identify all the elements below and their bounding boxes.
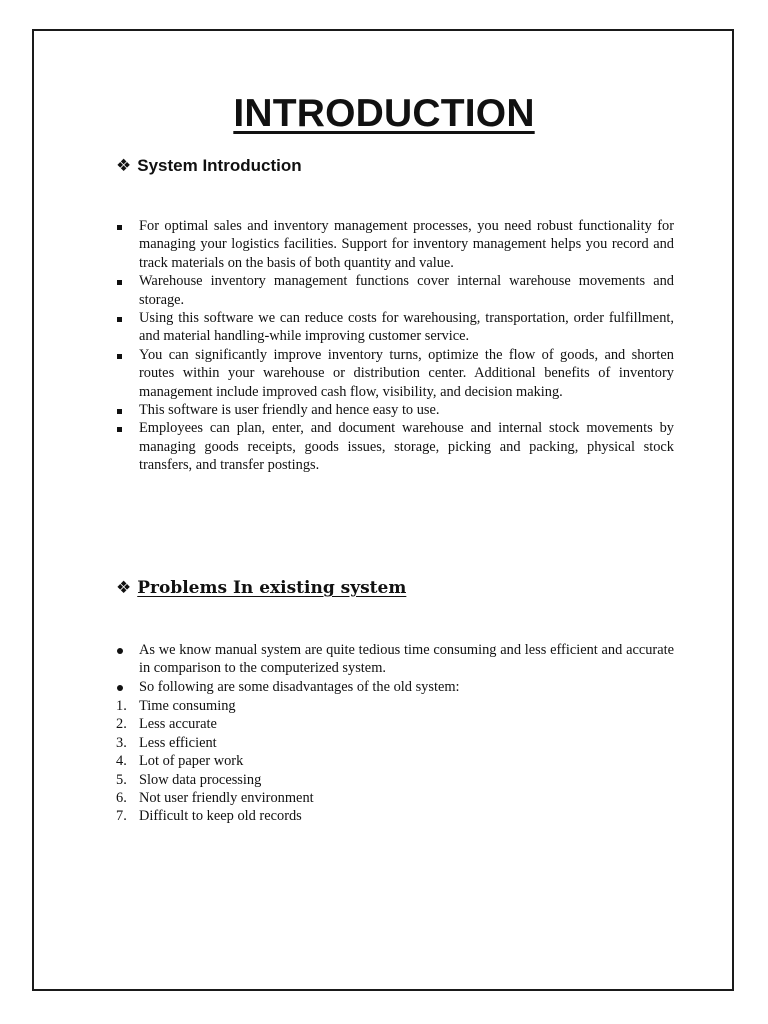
diamond-icon: ❖ (116, 577, 132, 598)
list-item: This software is user friendly and hence easy to use. (116, 401, 674, 419)
list-item: Using this software we can reduce costs for warehousing, transportation, order fulfillment, and material handling-while improving customer service. (116, 309, 674, 346)
numbered-item: 1. Time consuming (116, 698, 236, 714)
page-title: INTRODUCTION (233, 92, 535, 135)
list-item: For optimal sales and inventory management processes, you need robust functionality for managing your logistics facilities. Support for inventory management helps you record and track materials on the basis of both quantity and value. (116, 217, 674, 272)
problems-bullet-list (116, 641, 674, 696)
numbered-item: 6. Not user friendly environment (116, 790, 314, 807)
list-item: You can significantly improve inventory turns, optimize the flow of goods, and shorten routes within your warehouse or distribution center. Additional benefits of inventory management include improved cash flow, visibility, and decision making. (116, 346, 674, 401)
numbered-item: 4. Lot of paper work (116, 753, 244, 770)
square-bullet-icon (117, 354, 122, 359)
numbered-item: 5. Slow data processing (116, 771, 262, 788)
list-item: As we know manual system are quite tedious time consuming and less efficient and accurate in comparison to the computerized system. (116, 641, 674, 678)
numbered-item: 7. Difficult to keep old records (116, 808, 302, 825)
square-bullet-icon (117, 409, 122, 414)
round-bullet-icon (117, 685, 123, 691)
section-heading-problems (116, 578, 406, 598)
numbered-item: 2. Less accurate (116, 716, 217, 733)
section-heading-label: System Introduction (137, 156, 302, 175)
list-item: So following are some disadvantages of the old system: (116, 678, 674, 696)
list-item: Warehouse inventory management functions cover internal warehouse movements and storage. (116, 272, 674, 309)
square-bullet-icon (117, 225, 122, 230)
square-bullet-icon (117, 280, 122, 285)
system-introduction-list (116, 217, 674, 475)
disadvantages-numbered-list (116, 697, 674, 826)
square-bullet-icon (117, 317, 122, 322)
round-bullet-icon (117, 648, 123, 654)
section-heading-label: Problems In existing system (137, 578, 407, 598)
square-bullet-icon (117, 427, 122, 432)
diamond-icon: ❖ (116, 155, 132, 176)
numbered-item: 3. Less efficient (116, 734, 217, 751)
list-item: Employees can plan, enter, and document warehouse and internal stock movements by managing goods receipts, goods issues, storage, picking and packing, physical stock transfers, and transfer postings. (116, 419, 674, 474)
section-heading-system-introduction (116, 156, 302, 176)
